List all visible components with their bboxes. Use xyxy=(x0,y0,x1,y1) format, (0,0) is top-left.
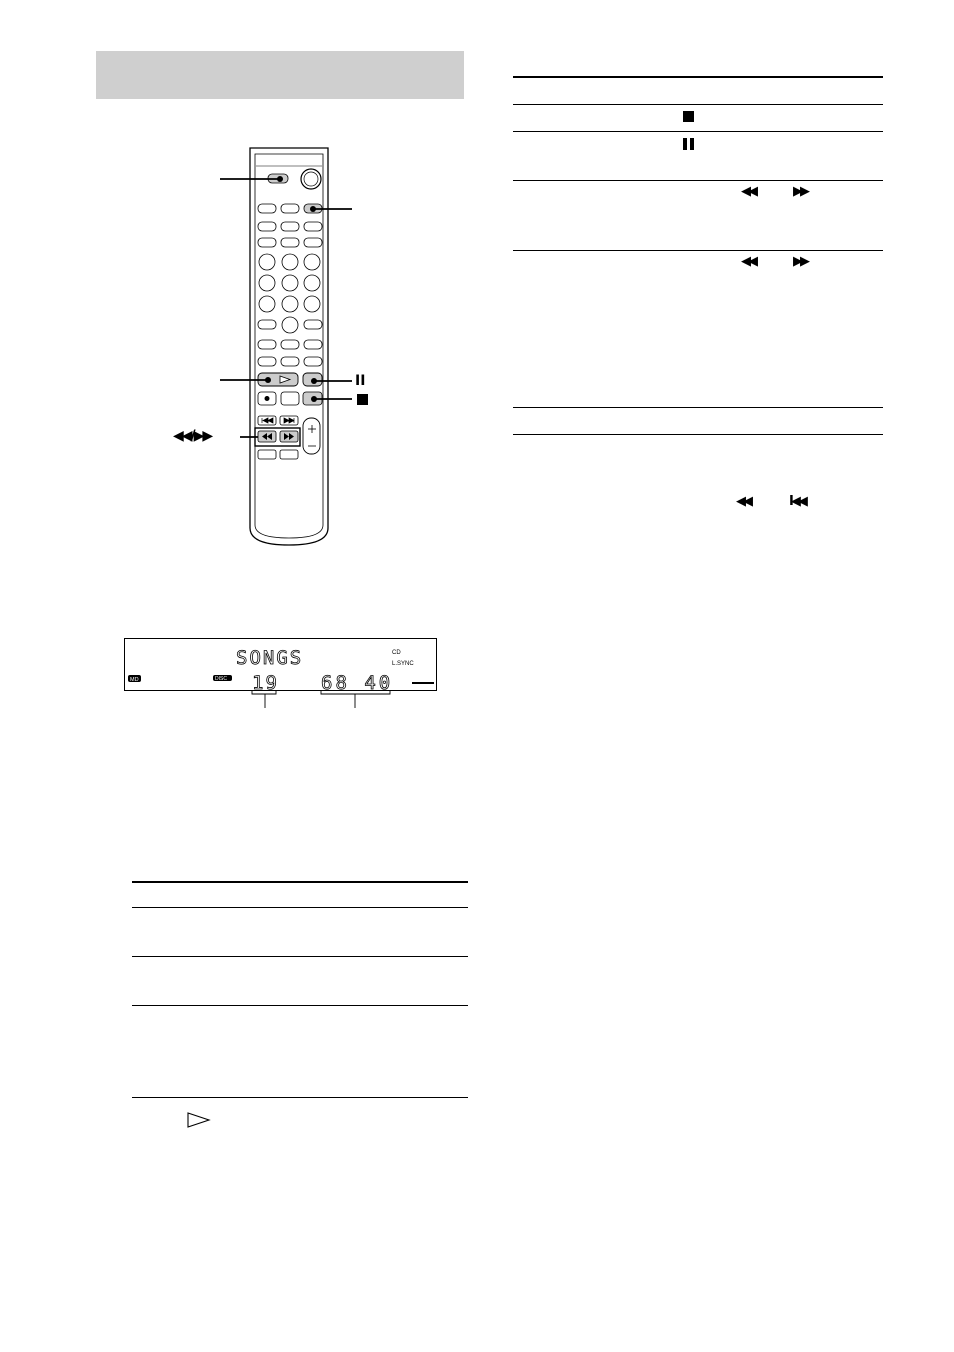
left-table-rule xyxy=(132,1005,468,1006)
rewind-icon: ◀◀ xyxy=(736,494,750,509)
left-table-rule xyxy=(132,1097,468,1098)
pause-icon xyxy=(683,138,694,150)
right-table-rule xyxy=(513,104,883,105)
right-table-top-rule xyxy=(513,76,883,78)
right-table-rule xyxy=(513,250,883,251)
display-lsync-label: L.SYNC xyxy=(392,661,414,667)
display-md-badge: MD xyxy=(130,677,139,683)
rewind-icon: ◀◀ xyxy=(741,184,755,199)
fast-forward-icon: ▶▶ xyxy=(793,254,807,269)
display-total-time: 68 40 xyxy=(321,672,394,694)
section-header-band xyxy=(96,51,464,99)
right-table-rule xyxy=(513,407,883,408)
left-table-rule xyxy=(132,956,468,957)
right-table-rule xyxy=(513,434,883,435)
display-track-count: 19 xyxy=(252,672,279,694)
callout-rew-ff-label: ◀◀/▶▶ xyxy=(173,428,212,444)
display-cd-label: CD xyxy=(392,650,401,656)
callout-pause-label: II xyxy=(355,373,366,389)
previous-track-icon: I◀◀ xyxy=(789,494,805,509)
left-table-top-rule xyxy=(132,881,468,883)
fast-forward-icon: ▶▶ xyxy=(793,184,807,199)
callout-stop-icon xyxy=(357,394,368,405)
display-disc-badge: DISC xyxy=(215,676,227,682)
stop-icon xyxy=(683,111,694,122)
right-table-rule xyxy=(513,131,883,132)
rewind-icon: ◀◀ xyxy=(741,254,755,269)
right-table-rule xyxy=(513,180,883,181)
left-table-rule xyxy=(132,907,468,908)
lcd-display-illustration xyxy=(124,638,437,710)
play-triangle-icon xyxy=(187,1112,211,1128)
remote-control-illustration xyxy=(160,140,400,550)
display-main-text: SONGS xyxy=(236,647,304,669)
